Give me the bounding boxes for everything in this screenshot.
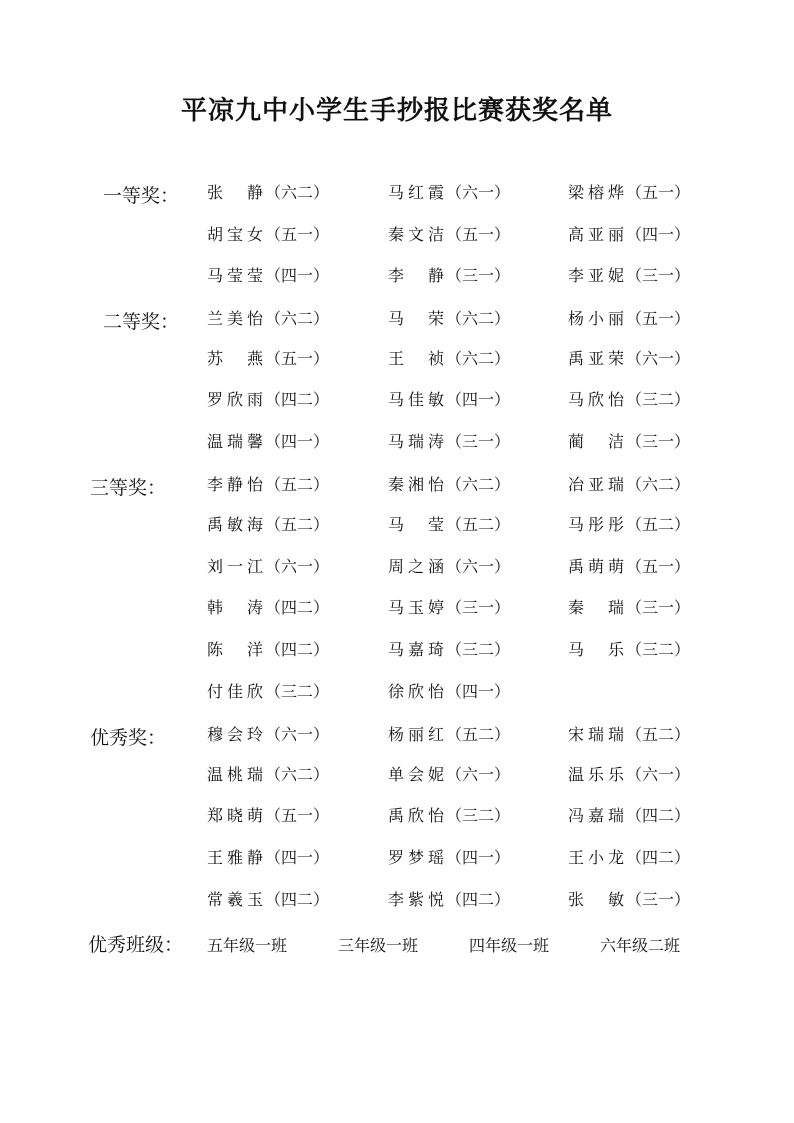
winner-name: 王 祯 bbox=[388, 349, 444, 368]
winner-class: （六一） bbox=[446, 183, 511, 202]
winner-entry bbox=[207, 764, 329, 786]
winner-name: 李紫悦 bbox=[388, 890, 444, 909]
winner-entry bbox=[207, 556, 329, 578]
winner-entry bbox=[568, 265, 690, 287]
winner-class: （三二） bbox=[626, 390, 691, 409]
winner-name: 马彤彤 bbox=[568, 515, 624, 534]
winner-name: 马 荣 bbox=[388, 309, 444, 328]
winner-name: 韩 涛 bbox=[207, 598, 263, 617]
winner-name: 张 敏 bbox=[568, 890, 624, 909]
winner-entry bbox=[388, 556, 510, 578]
winner-class: （三二） bbox=[446, 640, 511, 659]
winner-class: （四一） bbox=[446, 390, 511, 409]
winner-class: （四一） bbox=[446, 848, 511, 867]
winner-name: 陈 洋 bbox=[207, 640, 263, 659]
winner-class: （三一） bbox=[626, 598, 691, 617]
winner-class: （四一） bbox=[626, 225, 691, 244]
page-title: 平凉九中小学生手抄报比赛获奖名单 bbox=[180, 96, 613, 126]
winner-entry bbox=[568, 389, 690, 411]
winner-class: （六一） bbox=[626, 765, 691, 784]
award-level-label: 三等奖： bbox=[90, 477, 167, 499]
winner-class: （六二） bbox=[265, 765, 330, 784]
winner-class: （四一） bbox=[265, 432, 330, 451]
winner-entry bbox=[207, 474, 329, 496]
winner-name: 禹敏海 bbox=[207, 515, 263, 534]
winner-entry bbox=[568, 639, 690, 661]
winner-entry bbox=[568, 348, 690, 370]
winner-entry bbox=[388, 224, 510, 246]
winner-class: （三一） bbox=[446, 266, 511, 285]
winner-class: （四二） bbox=[626, 848, 691, 867]
winner-entry bbox=[568, 889, 690, 911]
winner-name: 穆会玲 bbox=[207, 725, 263, 744]
winner-class: （六一） bbox=[265, 725, 330, 744]
winner-name: 单会妮 bbox=[388, 765, 444, 784]
winner-name: 李 静 bbox=[388, 266, 444, 285]
winner-entry bbox=[388, 431, 510, 453]
winner-name: 马佳敏 bbox=[388, 390, 444, 409]
winner-entry bbox=[568, 764, 690, 786]
winner-entry bbox=[207, 639, 329, 661]
winner-name: 马 莹 bbox=[388, 515, 444, 534]
winner-name: 温乐乐 bbox=[568, 765, 624, 784]
winner-class: （五二） bbox=[446, 515, 511, 534]
winner-name: 禹欣怡 bbox=[388, 806, 444, 825]
winner-entry bbox=[207, 265, 329, 287]
winner-class: （三一） bbox=[446, 598, 511, 617]
winner-name: 马嘉琦 bbox=[388, 640, 444, 659]
winner-name: 禹萌萌 bbox=[568, 557, 624, 576]
winner-class: （四二） bbox=[265, 390, 330, 409]
winner-class: （六一） bbox=[446, 557, 511, 576]
winner-name: 马玉婷 bbox=[388, 598, 444, 617]
winner-name: 冯嘉瑞 bbox=[568, 806, 624, 825]
class-item: 三年级一班 bbox=[338, 936, 419, 955]
winner-class: （三一） bbox=[626, 266, 691, 285]
winner-entry bbox=[388, 514, 510, 536]
winner-class: （三二） bbox=[626, 640, 691, 659]
winner-name: 付佳欣 bbox=[207, 682, 263, 701]
winner-class: （六一） bbox=[446, 765, 511, 784]
winner-entry bbox=[207, 431, 329, 453]
winner-class: （四二） bbox=[265, 890, 330, 909]
winner-name: 王小龙 bbox=[568, 848, 624, 867]
winner-class: （三一） bbox=[446, 432, 511, 451]
winner-class: （四二） bbox=[265, 640, 330, 659]
winner-entry bbox=[207, 847, 329, 869]
award-level-label: 二等奖： bbox=[103, 311, 180, 333]
winner-class: （五一） bbox=[265, 349, 330, 368]
winner-class: （五二） bbox=[265, 475, 330, 494]
winner-entry bbox=[207, 805, 329, 827]
award-level-label: 一等奖： bbox=[103, 185, 180, 207]
winner-class: （四一） bbox=[265, 266, 330, 285]
winner-entry bbox=[388, 389, 510, 411]
winner-name: 王雅静 bbox=[207, 848, 263, 867]
winner-name: 冶亚瑞 bbox=[568, 475, 624, 494]
winner-name: 郑晓萌 bbox=[207, 806, 263, 825]
winner-class: （三二） bbox=[265, 682, 330, 701]
winner-entry bbox=[568, 474, 690, 496]
award-level-label: 优秀奖： bbox=[90, 727, 167, 749]
winner-entry bbox=[388, 847, 510, 869]
winner-name: 温瑞馨 bbox=[207, 432, 263, 451]
winner-name: 高亚丽 bbox=[568, 225, 624, 244]
winner-class: （四二） bbox=[265, 598, 330, 617]
winner-entry bbox=[568, 224, 690, 246]
winner-entry bbox=[207, 724, 329, 746]
winner-entry bbox=[568, 182, 690, 204]
winner-name: 罗欣雨 bbox=[207, 390, 263, 409]
winner-entry bbox=[388, 681, 510, 703]
winner-name: 禹亚荣 bbox=[568, 349, 624, 368]
winner-entry bbox=[568, 597, 690, 619]
winner-entry bbox=[388, 597, 510, 619]
winner-entry bbox=[388, 764, 510, 786]
winner-entry bbox=[388, 889, 510, 911]
winner-class: （三二） bbox=[446, 806, 511, 825]
winner-entry bbox=[568, 431, 690, 453]
winner-class: （三一） bbox=[626, 432, 691, 451]
winner-class: （五一） bbox=[265, 806, 330, 825]
winner-name: 马 乐 bbox=[568, 640, 624, 659]
winner-name: 刘一江 bbox=[207, 557, 263, 576]
winner-entry bbox=[568, 724, 690, 746]
winner-class: （六二） bbox=[446, 309, 511, 328]
winner-name: 宋瑞瑞 bbox=[568, 725, 624, 744]
winner-name: 马欣怡 bbox=[568, 390, 624, 409]
winner-entry bbox=[207, 889, 329, 911]
winner-class: （五一） bbox=[265, 225, 330, 244]
winner-class: （五一） bbox=[446, 225, 511, 244]
winner-name: 杨丽红 bbox=[388, 725, 444, 744]
winner-class: （三一） bbox=[626, 890, 691, 909]
winner-name: 马瑞涛 bbox=[388, 432, 444, 451]
winner-class: （五二） bbox=[265, 515, 330, 534]
winner-entry bbox=[568, 847, 690, 869]
winner-name: 马红霞 bbox=[388, 183, 444, 202]
winner-name: 李亚妮 bbox=[568, 266, 624, 285]
winner-class: （五二） bbox=[626, 515, 691, 534]
winner-entry bbox=[207, 514, 329, 536]
winner-entry bbox=[207, 182, 329, 204]
winner-name: 秦 瑞 bbox=[568, 598, 624, 617]
winner-name: 周之涵 bbox=[388, 557, 444, 576]
winner-entry bbox=[568, 805, 690, 827]
winner-name: 胡宝女 bbox=[207, 225, 263, 244]
winner-entry bbox=[388, 805, 510, 827]
winner-class: （五一） bbox=[626, 183, 691, 202]
winner-class: （四一） bbox=[446, 682, 511, 701]
winner-name: 温桃瑞 bbox=[207, 765, 263, 784]
excellent-classes-label: 优秀班级： bbox=[88, 934, 184, 956]
winner-name: 常羲玉 bbox=[207, 890, 263, 909]
winner-entry bbox=[568, 556, 690, 578]
winner-entry bbox=[388, 474, 510, 496]
winner-class: （六二） bbox=[446, 475, 511, 494]
winner-class: （四二） bbox=[446, 890, 511, 909]
winner-entry bbox=[207, 681, 329, 703]
class-item: 六年级二班 bbox=[600, 936, 681, 955]
winner-class: （五二） bbox=[626, 725, 691, 744]
winner-name: 秦湘怡 bbox=[388, 475, 444, 494]
winner-entry bbox=[207, 348, 329, 370]
winner-class: （五一） bbox=[626, 309, 691, 328]
winner-entry bbox=[207, 597, 329, 619]
winner-name: 苏 燕 bbox=[207, 349, 263, 368]
winner-class: （六一） bbox=[265, 557, 330, 576]
winner-entry bbox=[207, 308, 329, 330]
winner-name: 马莹莹 bbox=[207, 266, 263, 285]
winner-class: （四一） bbox=[265, 848, 330, 867]
winner-entry bbox=[207, 224, 329, 246]
winner-entry bbox=[388, 639, 510, 661]
winner-name: 徐欣怡 bbox=[388, 682, 444, 701]
winner-class: （五一） bbox=[626, 557, 691, 576]
winner-entry bbox=[388, 724, 510, 746]
winner-name: 罗梦瑶 bbox=[388, 848, 444, 867]
winner-name: 秦文洁 bbox=[388, 225, 444, 244]
winner-name: 蔺 洁 bbox=[568, 432, 624, 451]
winner-entry bbox=[568, 308, 690, 330]
winner-class: （六二） bbox=[265, 309, 330, 328]
winner-name: 李静怡 bbox=[207, 475, 263, 494]
winner-class: （四二） bbox=[626, 806, 691, 825]
winner-entry bbox=[568, 514, 690, 536]
winner-entry bbox=[388, 348, 510, 370]
class-item: 四年级一班 bbox=[469, 936, 550, 955]
winner-name: 梁榕烨 bbox=[568, 183, 624, 202]
winner-class: （五二） bbox=[446, 725, 511, 744]
winner-class: （六二） bbox=[446, 349, 511, 368]
winner-name: 杨小丽 bbox=[568, 309, 624, 328]
winner-class: （六二） bbox=[626, 475, 691, 494]
winner-name: 张 静 bbox=[207, 183, 263, 202]
winner-entry bbox=[207, 389, 329, 411]
winner-entry bbox=[388, 308, 510, 330]
winner-class: （六二） bbox=[265, 183, 330, 202]
winner-entry bbox=[388, 182, 510, 204]
class-item: 五年级一班 bbox=[207, 936, 288, 955]
winner-class: （六一） bbox=[626, 349, 691, 368]
winner-name: 兰美怡 bbox=[207, 309, 263, 328]
winner-entry bbox=[388, 265, 510, 287]
